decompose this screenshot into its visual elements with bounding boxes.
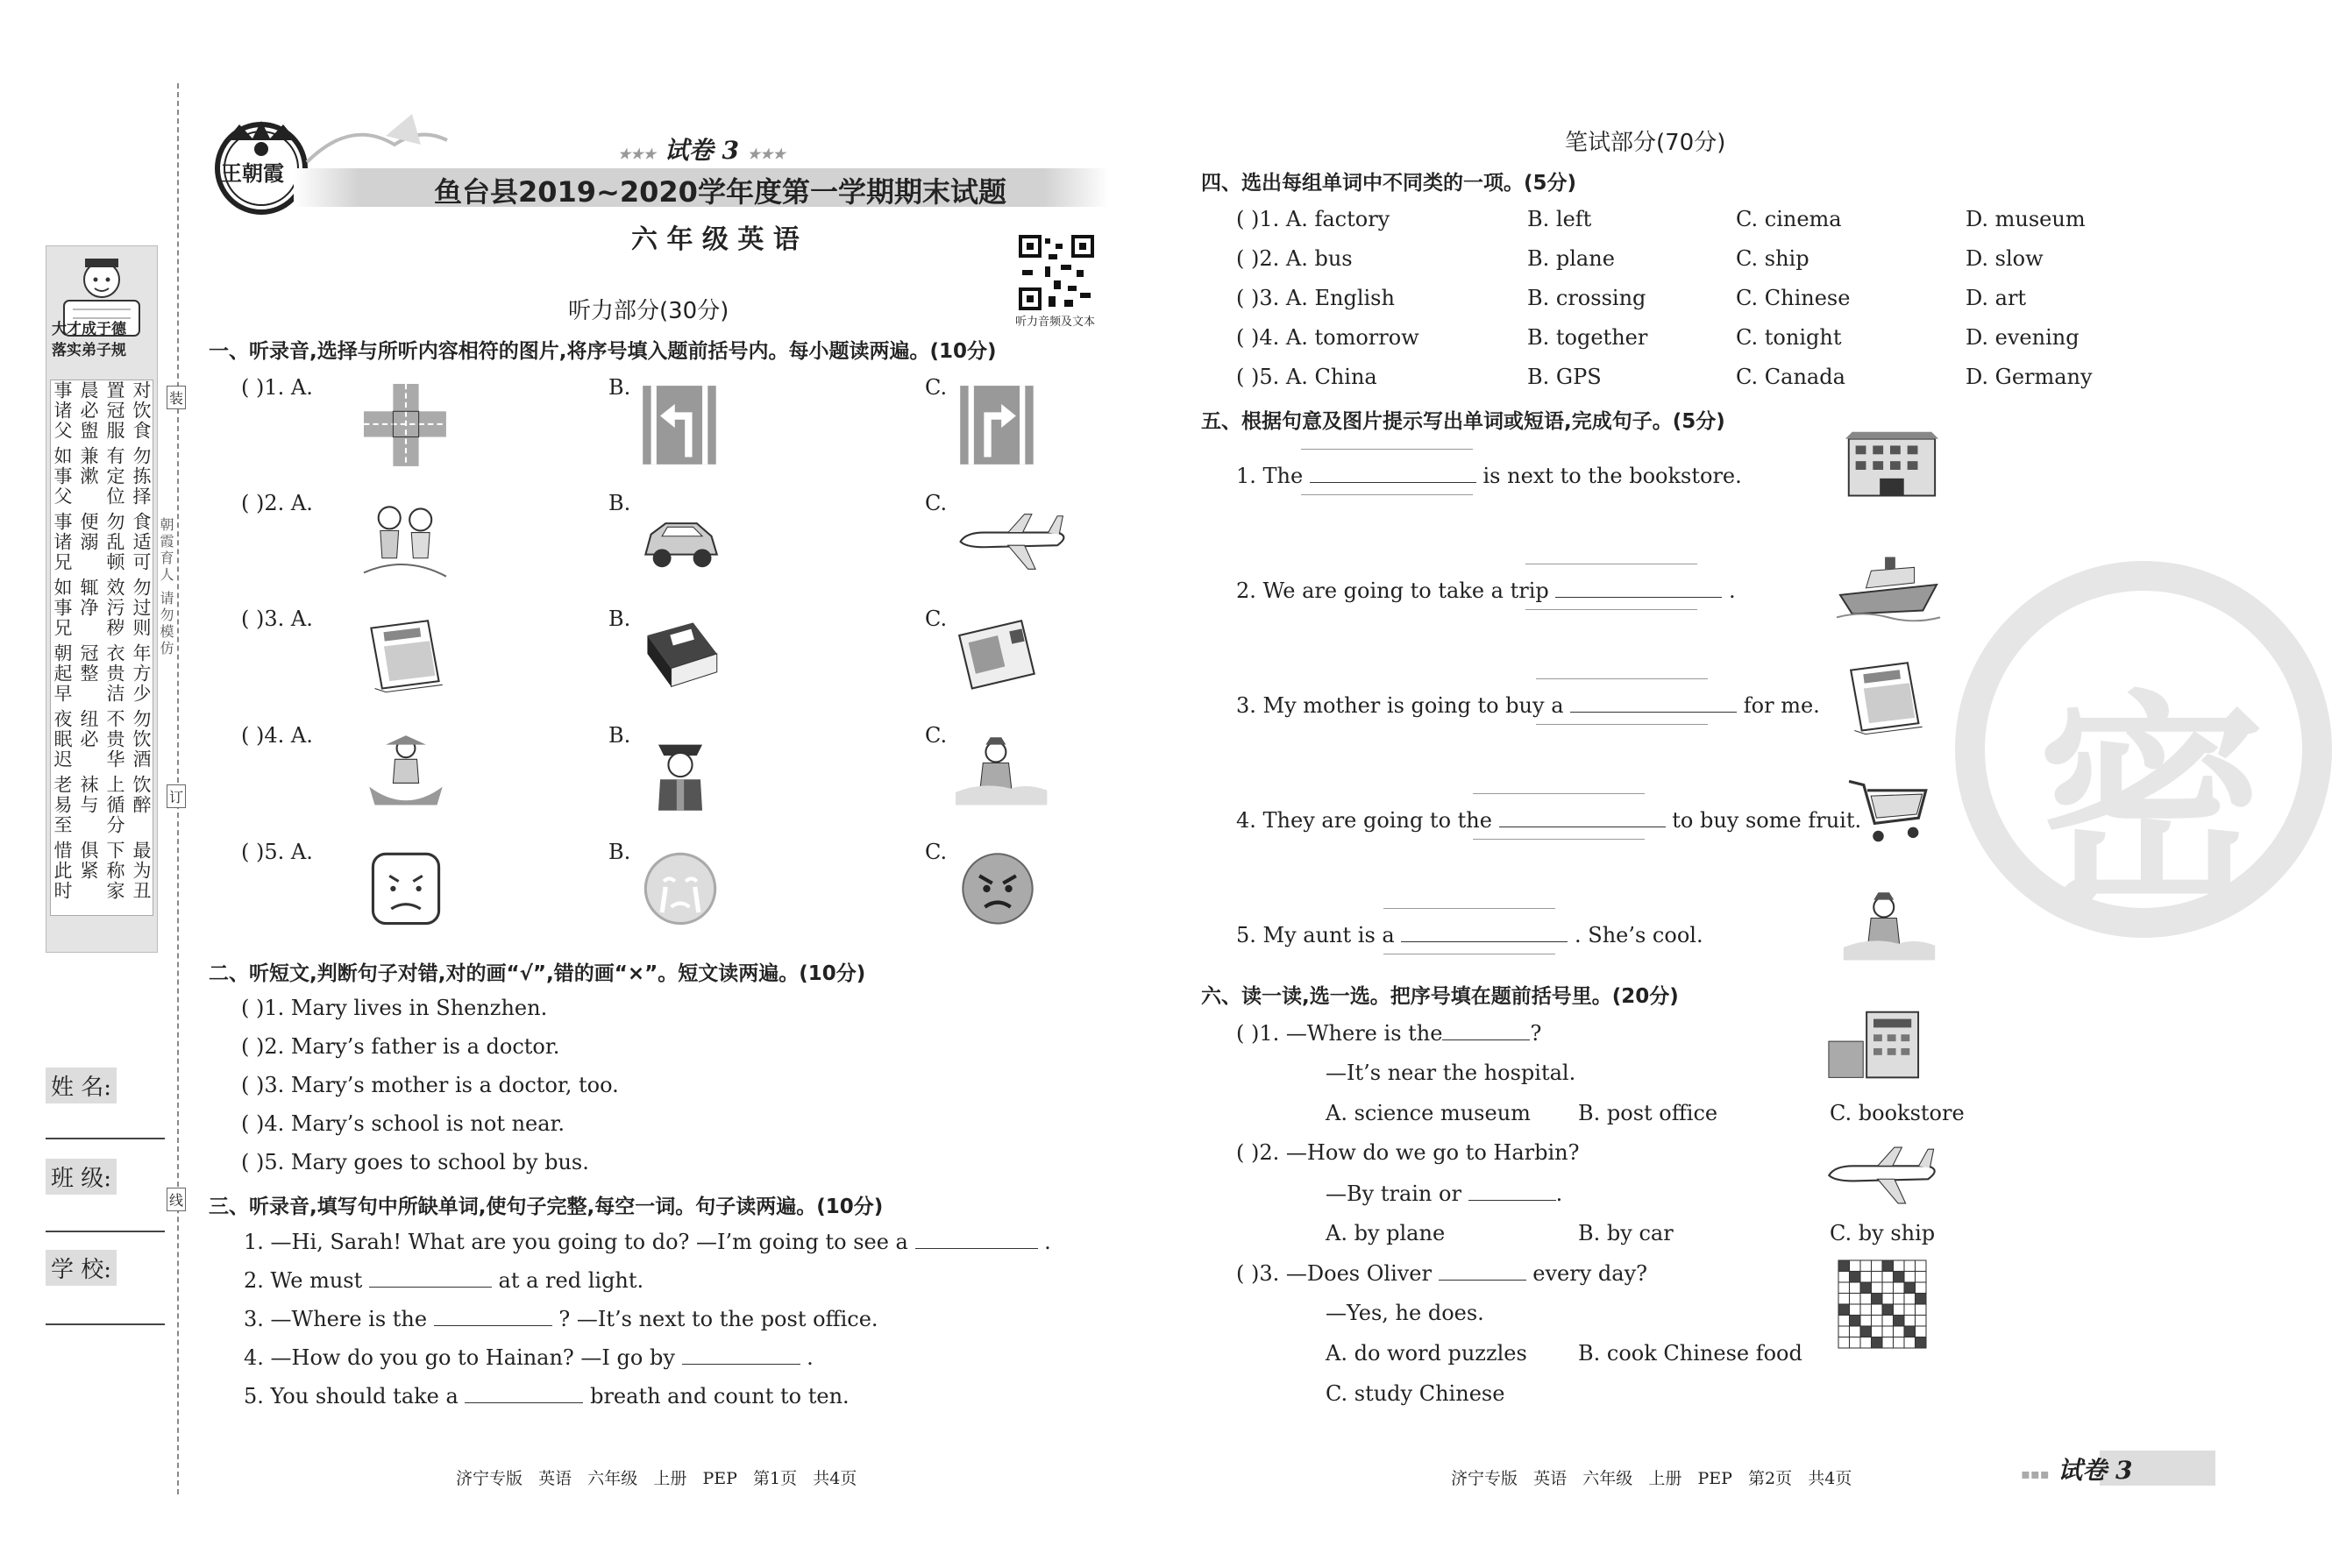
motto-column: 效污秽 (104, 578, 125, 638)
footer-tag-text: 试卷 3 (2058, 1456, 2133, 1485)
motto-block (51, 512, 153, 572)
class-field[interactable] (46, 1159, 117, 1195)
sidebar-cartoon-panel (46, 245, 158, 953)
listening1-item (241, 607, 313, 631)
motto-column: 老易至 (52, 775, 73, 835)
choice-option: C. bookstore (1830, 1101, 1965, 1125)
answer-blank[interactable] (915, 1229, 1038, 1249)
answer-line: —Yes, he does. (1326, 1301, 1484, 1325)
motto-column: 纽必 (78, 709, 99, 749)
answer-blank[interactable] (434, 1306, 552, 1326)
motto-column: 上循分 (104, 775, 125, 835)
answer-line: —It’s near the hospital. (1326, 1061, 1576, 1085)
reading-item (1236, 1020, 1541, 1046)
shopping-cart-icon (1837, 772, 1942, 856)
qr-caption: 听力音频及文本 (1015, 316, 1096, 329)
option-b-label: B. (608, 375, 631, 400)
motto-column: 有定位 (104, 446, 125, 507)
margin-note-vertical: 朝霞育人 请勿模仿 (158, 517, 174, 658)
choice-option: B. by car (1578, 1221, 1674, 1245)
sentence-start: 3. My mother is going to buy a (1236, 693, 1564, 718)
building-icon (1837, 428, 1942, 512)
word-option: C. ship (1736, 246, 1809, 271)
sentence-start: 4. They are going to the (1236, 808, 1492, 833)
answer-blank[interactable] (1570, 692, 1737, 713)
exam-badge (618, 131, 786, 167)
writing-guide-line (1536, 678, 1708, 679)
item-number[interactable]: ( )5. A. (241, 840, 313, 864)
motto-block (51, 775, 153, 835)
answer-end: . (1555, 1181, 1563, 1206)
turn-left-sign-icon (638, 384, 722, 468)
sentence-end: ? —It’s next to the post office. (558, 1307, 878, 1331)
sentence-end: at a red light. (498, 1268, 644, 1293)
option-c-label: C. (925, 491, 948, 515)
plane-icon (956, 500, 1070, 584)
word-option: D. art (1966, 286, 2027, 310)
sentence-end: is next to the bookstore. (1482, 464, 1742, 488)
listening-heading: 听力部分(30分) (568, 298, 729, 324)
school-field[interactable] (46, 1250, 117, 1286)
motto-column: 俱紧 (78, 841, 99, 881)
motto-block (51, 709, 153, 770)
section3-title: 三、听录音,填写句中所缺单词,使句子完整,每空一词。句子读两遍。(10分) (209, 1196, 884, 1218)
picture-fill-item (1236, 578, 1736, 603)
postcard-icon (956, 615, 1040, 699)
fill-blank-item (244, 1267, 643, 1293)
fill-blank-item (244, 1229, 1051, 1254)
judge-item[interactable]: ( )3. Mary’s mother is a doctor, too. (241, 1073, 619, 1097)
motto-column: 置冠服 (104, 380, 125, 441)
qr-code-icon[interactable] (1019, 235, 1094, 310)
sentence-end: for me. (1743, 693, 1820, 718)
judge-item[interactable]: ( )2. Mary’s father is a doctor. (241, 1034, 560, 1059)
word-option: B. GPS (1527, 365, 1602, 389)
dialog-reply (1326, 1301, 1484, 1325)
word-option: D. evening (1966, 325, 2080, 350)
answer-line: —By train or (1326, 1181, 1461, 1206)
motto-column: 晨必盥 (78, 380, 99, 441)
cartoon-caption-1: 大才成于德 (52, 321, 126, 338)
writing-guide-line (1525, 609, 1697, 610)
fill-blank-item (244, 1383, 850, 1408)
motto-text (51, 380, 153, 906)
sentence-end: . (807, 1345, 814, 1370)
section1-title: 一、听录音,选择与所听内容相符的图片,将序号填入题前括号内。每小题读两遍。(10分) (209, 340, 997, 363)
odd-one-out-item[interactable]: ( )3. A. English (1236, 286, 1395, 310)
ship-icon (1837, 543, 1942, 627)
picture-fill-item (1236, 692, 1820, 718)
item-number[interactable]: ( )3. A. (241, 607, 313, 631)
picture-fill-item (1236, 807, 1861, 833)
motto-column: 惜此时 (52, 841, 73, 901)
sentence-end: breath and count to ten. (590, 1384, 850, 1408)
picture-fill-item (1236, 463, 1742, 488)
footer-tag (2021, 1451, 2133, 1486)
choice-option: B. post office (1578, 1101, 1718, 1125)
motto-column: 食适可 (131, 512, 152, 572)
question-text[interactable]: ( )3. —Does Oliver (1236, 1261, 1432, 1286)
class-label: 班 级: (46, 1159, 117, 1195)
option-c-label: C. (925, 840, 948, 864)
motto-box (50, 380, 153, 916)
motto-column: 朝起早 (52, 643, 73, 704)
word-option: B. left (1527, 207, 1592, 231)
footer-right: 济宁专版 英语 六年级 上册 PEP 第2页 共4页 (1451, 1469, 1852, 1488)
listening1-item (241, 491, 313, 515)
writing-guide-line (1536, 724, 1708, 725)
motto-column: 夜眠迟 (52, 709, 73, 770)
option-c-label: C. (925, 375, 948, 400)
class-line (46, 1231, 165, 1232)
answer-blank[interactable] (1468, 1181, 1556, 1201)
section4-title: 四、选出每组单词中不同类的一项。(5分) (1201, 172, 1577, 195)
option-c-label: C. (925, 607, 948, 631)
motto-column: 勿乱顿 (104, 512, 125, 572)
word-option: C. Chinese (1736, 286, 1851, 310)
secret-watermark (1955, 561, 2332, 938)
magazine-icon (1837, 657, 1942, 741)
choice-option: A. by plane (1326, 1221, 1446, 1245)
motto-column: 勿拣择 (131, 446, 152, 507)
angry-face-icon (956, 848, 1040, 933)
motto-column: 冠整 (78, 643, 99, 684)
writing-guide-line (1473, 793, 1645, 794)
answer-blank[interactable] (465, 1383, 583, 1403)
footer-left: 济宁专版 英语 六年级 上册 PEP 第1页 共4页 (456, 1469, 857, 1488)
cartoon-caption-2: 落实弟子规 (52, 342, 126, 359)
option-b-label: B. (608, 840, 631, 864)
plane-icon (1825, 1132, 1939, 1219)
sentence-end: . (1044, 1230, 1051, 1254)
sentence-start: 5. My aunt is a (1236, 923, 1395, 947)
sentence-start: 2. We are going to take a trip (1236, 578, 1549, 603)
sentence-start: 3. —Where is the (244, 1307, 428, 1331)
answer-blank[interactable] (1439, 1260, 1526, 1281)
motto-column: 勿饮酒 (131, 709, 152, 770)
dash-char-1: 装 (167, 386, 186, 409)
school-label: 学 校: (46, 1250, 117, 1286)
word-option: B. crossing (1527, 286, 1646, 310)
choice-option: A. science museum (1326, 1101, 1531, 1125)
option-b-label: B. (608, 607, 631, 631)
judge-item[interactable]: ( )1. Mary lives in Shenzhen. (241, 996, 548, 1020)
writing-heading: 笔试部分(70分) (1565, 130, 1726, 156)
answer-blank[interactable] (1310, 463, 1476, 483)
listening1-item (241, 375, 313, 400)
odd-one-out-item[interactable]: ( )2. A. bus (1236, 246, 1353, 271)
motto-block (51, 380, 153, 441)
motto-column: 下称家 (104, 841, 125, 901)
word-option: C. tonight (1736, 325, 1842, 350)
ribbon-decoration-icon (298, 110, 456, 171)
picture-fill-item (1236, 922, 1703, 947)
motto-column: 便溺 (78, 512, 99, 552)
exam-title: 鱼台县2019~2020学年度第一学期期末试题 (434, 175, 1006, 209)
word-option: C. cinema (1736, 207, 1842, 231)
answer-blank[interactable] (1555, 578, 1722, 598)
judge-item[interactable]: ( )4. Mary’s school is not near. (241, 1111, 565, 1136)
listening1-item (241, 840, 313, 864)
fisherman-icon (364, 732, 448, 816)
name-label: 姓 名: (46, 1068, 117, 1103)
star-icon: ★★★ (618, 145, 657, 162)
motto-column: 勿过则 (131, 578, 152, 638)
writing-guide-line (1473, 839, 1645, 840)
sentence-start: 4. —How do you go to Hainan? —I go by (244, 1345, 675, 1370)
writing-guide-line (1301, 494, 1473, 495)
police-officer-icon (638, 732, 722, 816)
odd-one-out-item[interactable]: ( )1. A. factory (1236, 207, 1390, 231)
bookstore-building-icon (1825, 1003, 1922, 1090)
dash-char-2: 订 (167, 784, 186, 808)
watermark-char: 密 (2037, 673, 2265, 938)
option-b-label: B. (608, 723, 631, 748)
option-b-label: B. (608, 491, 631, 515)
turn-right-sign-icon (956, 384, 1040, 468)
car-icon (638, 500, 722, 584)
motto-block (51, 841, 153, 901)
sentence-end: . (1729, 578, 1736, 603)
word-option: B. together (1527, 325, 1648, 350)
motto-column: 事诸兄 (52, 512, 73, 572)
word-option: D. museum (1966, 207, 2086, 231)
logo-text: 王朝霞 (221, 160, 284, 186)
dialog-reply (1326, 1181, 1562, 1206)
item-number[interactable]: ( )1. A. (241, 375, 313, 400)
reading-item (1236, 1260, 1647, 1286)
motto-column: 最为丑 (131, 841, 152, 901)
answer-blank[interactable] (1499, 807, 1666, 827)
magazine-icon (364, 615, 448, 699)
motto-column: 兼漱 (78, 446, 99, 486)
motto-column: 袜与 (78, 775, 99, 815)
motto-block (51, 446, 153, 507)
sad-face-icon (364, 848, 448, 933)
sentence-end: to buy some fruit. (1672, 808, 1862, 833)
odd-one-out-item[interactable]: ( )4. A. tomorrow (1236, 325, 1419, 350)
question-text[interactable]: ( )2. —How do we go to Harbin? (1236, 1140, 1580, 1165)
exam-subtitle: 六 年 级 英 语 (631, 224, 800, 255)
sentence-start: 1. —Hi, Sarah! What are you going to do? —I’m going to see a (244, 1230, 908, 1254)
hiker-icon (1837, 887, 1942, 971)
crying-face-icon (638, 848, 722, 933)
word-option: D. slow (1966, 246, 2044, 271)
listening1-item (241, 723, 313, 748)
motto-column: 衣贵洁 (104, 643, 125, 704)
sentence-start: 2. We must (244, 1268, 363, 1293)
choice-option: B. cook Chinese food (1578, 1341, 1802, 1366)
item-number[interactable]: ( )4. A. (241, 723, 313, 748)
answer-blank[interactable] (369, 1267, 492, 1288)
sentence-end: . She’s cool. (1575, 923, 1703, 947)
crossroads-icon (364, 384, 448, 468)
writing-guide-line (1383, 908, 1555, 909)
word-option: C. Canada (1736, 365, 1845, 389)
fill-blank-item (244, 1306, 878, 1331)
word-option: D. Germany (1966, 365, 2093, 389)
dash-char-3: 线 (167, 1188, 186, 1211)
name-field[interactable] (46, 1068, 117, 1103)
sentence-start: 1. The (1236, 464, 1304, 488)
answer-blank[interactable] (1401, 922, 1568, 942)
school-line (46, 1323, 165, 1325)
answer-blank[interactable] (1442, 1020, 1530, 1040)
choice-option: C. by ship (1830, 1221, 1936, 1245)
item-number[interactable]: ( )2. A. (241, 491, 313, 515)
choice-option: A. do word puzzles (1326, 1341, 1527, 1366)
exam-badge-text: 试卷 3 (664, 136, 740, 165)
section5-title: 五、根据句意及图片提示写出单词或短语,完成句子。(5分) (1201, 410, 1725, 433)
answer-blank[interactable] (682, 1345, 800, 1365)
sentence-start: 5. You should take a (244, 1384, 459, 1408)
children-walking-icon (364, 500, 448, 584)
motto-column: 如事父 (52, 446, 73, 507)
question-text[interactable]: ( )1. —Where is the (1236, 1021, 1443, 1046)
section6-title: 六、读一读,选一选。把序号填在题前括号里。(20分) (1201, 985, 1679, 1008)
motto-block (51, 643, 153, 704)
motto-column: 年方少 (131, 643, 152, 704)
dialog-reply (1326, 1061, 1575, 1085)
motto-column: 饮醉 (131, 775, 152, 815)
crossword-icon (1834, 1260, 1930, 1348)
motto-column: 如事兄 (52, 578, 73, 638)
dictionary-icon (638, 615, 722, 699)
name-line (46, 1138, 165, 1139)
fill-blank-item (244, 1345, 814, 1370)
section2-title: 二、听短文,判断句子对错,对的画“√”,错的画“×”。短文读两遍。(10分) (209, 962, 866, 985)
star-icon: ★★★ (747, 145, 786, 162)
word-option: B. plane (1527, 246, 1615, 271)
hiker-icon (956, 732, 1040, 816)
judge-item[interactable]: ( )5. Mary goes to school by bus. (241, 1150, 589, 1174)
motto-block (51, 578, 153, 638)
square-dots-icon: ▪▪▪ (2021, 1465, 2050, 1482)
motto-column: 辄净 (78, 578, 99, 618)
motto-column: 事诸父 (52, 380, 73, 441)
motto-column: 不贵华 (104, 709, 125, 770)
motto-column: 对饮食 (131, 380, 152, 441)
option-c-label: C. (925, 723, 948, 748)
reading-item (1236, 1140, 1580, 1165)
writing-guide-line (1301, 449, 1473, 450)
odd-one-out-item[interactable]: ( )5. A. China (1236, 365, 1377, 389)
question-end: every day? (1532, 1261, 1647, 1286)
choice-option: C. study Chinese (1326, 1381, 1505, 1406)
question-end: ? (1530, 1021, 1542, 1046)
